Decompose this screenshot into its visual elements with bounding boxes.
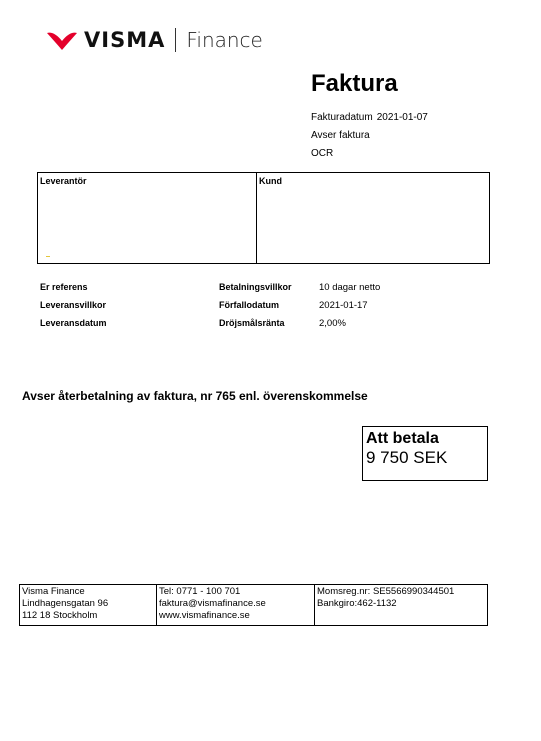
footer-table <box>19 584 488 626</box>
brand-name: VISMA <box>84 28 166 52</box>
footer-registration-column <box>315 585 487 625</box>
footer-company-name: Visma Finance <box>22 586 85 597</box>
delivery-terms-label: Leveransvillkor <box>40 300 107 310</box>
footer-street: Lindhagensgatan 96 <box>22 598 109 609</box>
footer-website: www.vismafinance.se <box>159 610 250 621</box>
supplier-mark <box>46 256 50 257</box>
our-reference-label: Er referens <box>40 282 88 292</box>
supplier-label: Leverantör <box>40 176 87 186</box>
footer-email: faktura@vismafinance.se <box>159 598 266 609</box>
visma-swoosh-icon <box>46 29 78 51</box>
invoice-subject: Avser återbetalning av faktura, nr 765 enl. överenskommelse <box>22 389 368 403</box>
invoice-date-value: 2021-01-07 <box>376 112 428 123</box>
invoice-date-row <box>311 112 428 123</box>
supplier-box <box>37 172 257 264</box>
amount-due-box <box>362 426 488 481</box>
document-title: Faktura <box>311 70 398 97</box>
customer-box <box>256 172 490 264</box>
regarding-invoice-label: Avser faktura <box>311 130 370 141</box>
payment-terms-value: 10 dagar netto <box>319 282 381 293</box>
footer-postal-city: 112 18 Stockholm <box>22 610 98 621</box>
footer-contact-column <box>157 585 315 625</box>
footer-vat-number: Momsreg.nr: SE5566990344501 <box>317 586 455 597</box>
footer-phone: Tel: 0771 - 100 701 <box>159 586 241 597</box>
customer-label: Kund <box>259 176 282 186</box>
product-name: Finance <box>186 28 263 52</box>
invoice-date-label: Fakturadatum <box>311 112 373 123</box>
logo-divider <box>175 28 176 52</box>
delivery-date-label: Leveransdatum <box>40 318 107 328</box>
late-interest-value: 2,00% <box>319 318 346 329</box>
amount-due-value: 9 750 SEK <box>366 448 448 467</box>
ocr-label: OCR <box>311 148 334 159</box>
footer-company-column <box>20 585 157 625</box>
due-date-value: 2021-01-17 <box>319 300 368 311</box>
late-interest-label: Dröjsmålsränta <box>219 318 285 328</box>
amount-due-label: Att betala <box>366 430 439 447</box>
visma-finance-logo <box>46 26 263 54</box>
due-date-label: Förfallodatum <box>219 300 279 310</box>
footer-bankgiro: Bankgiro:462-1132 <box>317 598 397 609</box>
payment-terms-label: Betalningsvillkor <box>219 282 292 292</box>
